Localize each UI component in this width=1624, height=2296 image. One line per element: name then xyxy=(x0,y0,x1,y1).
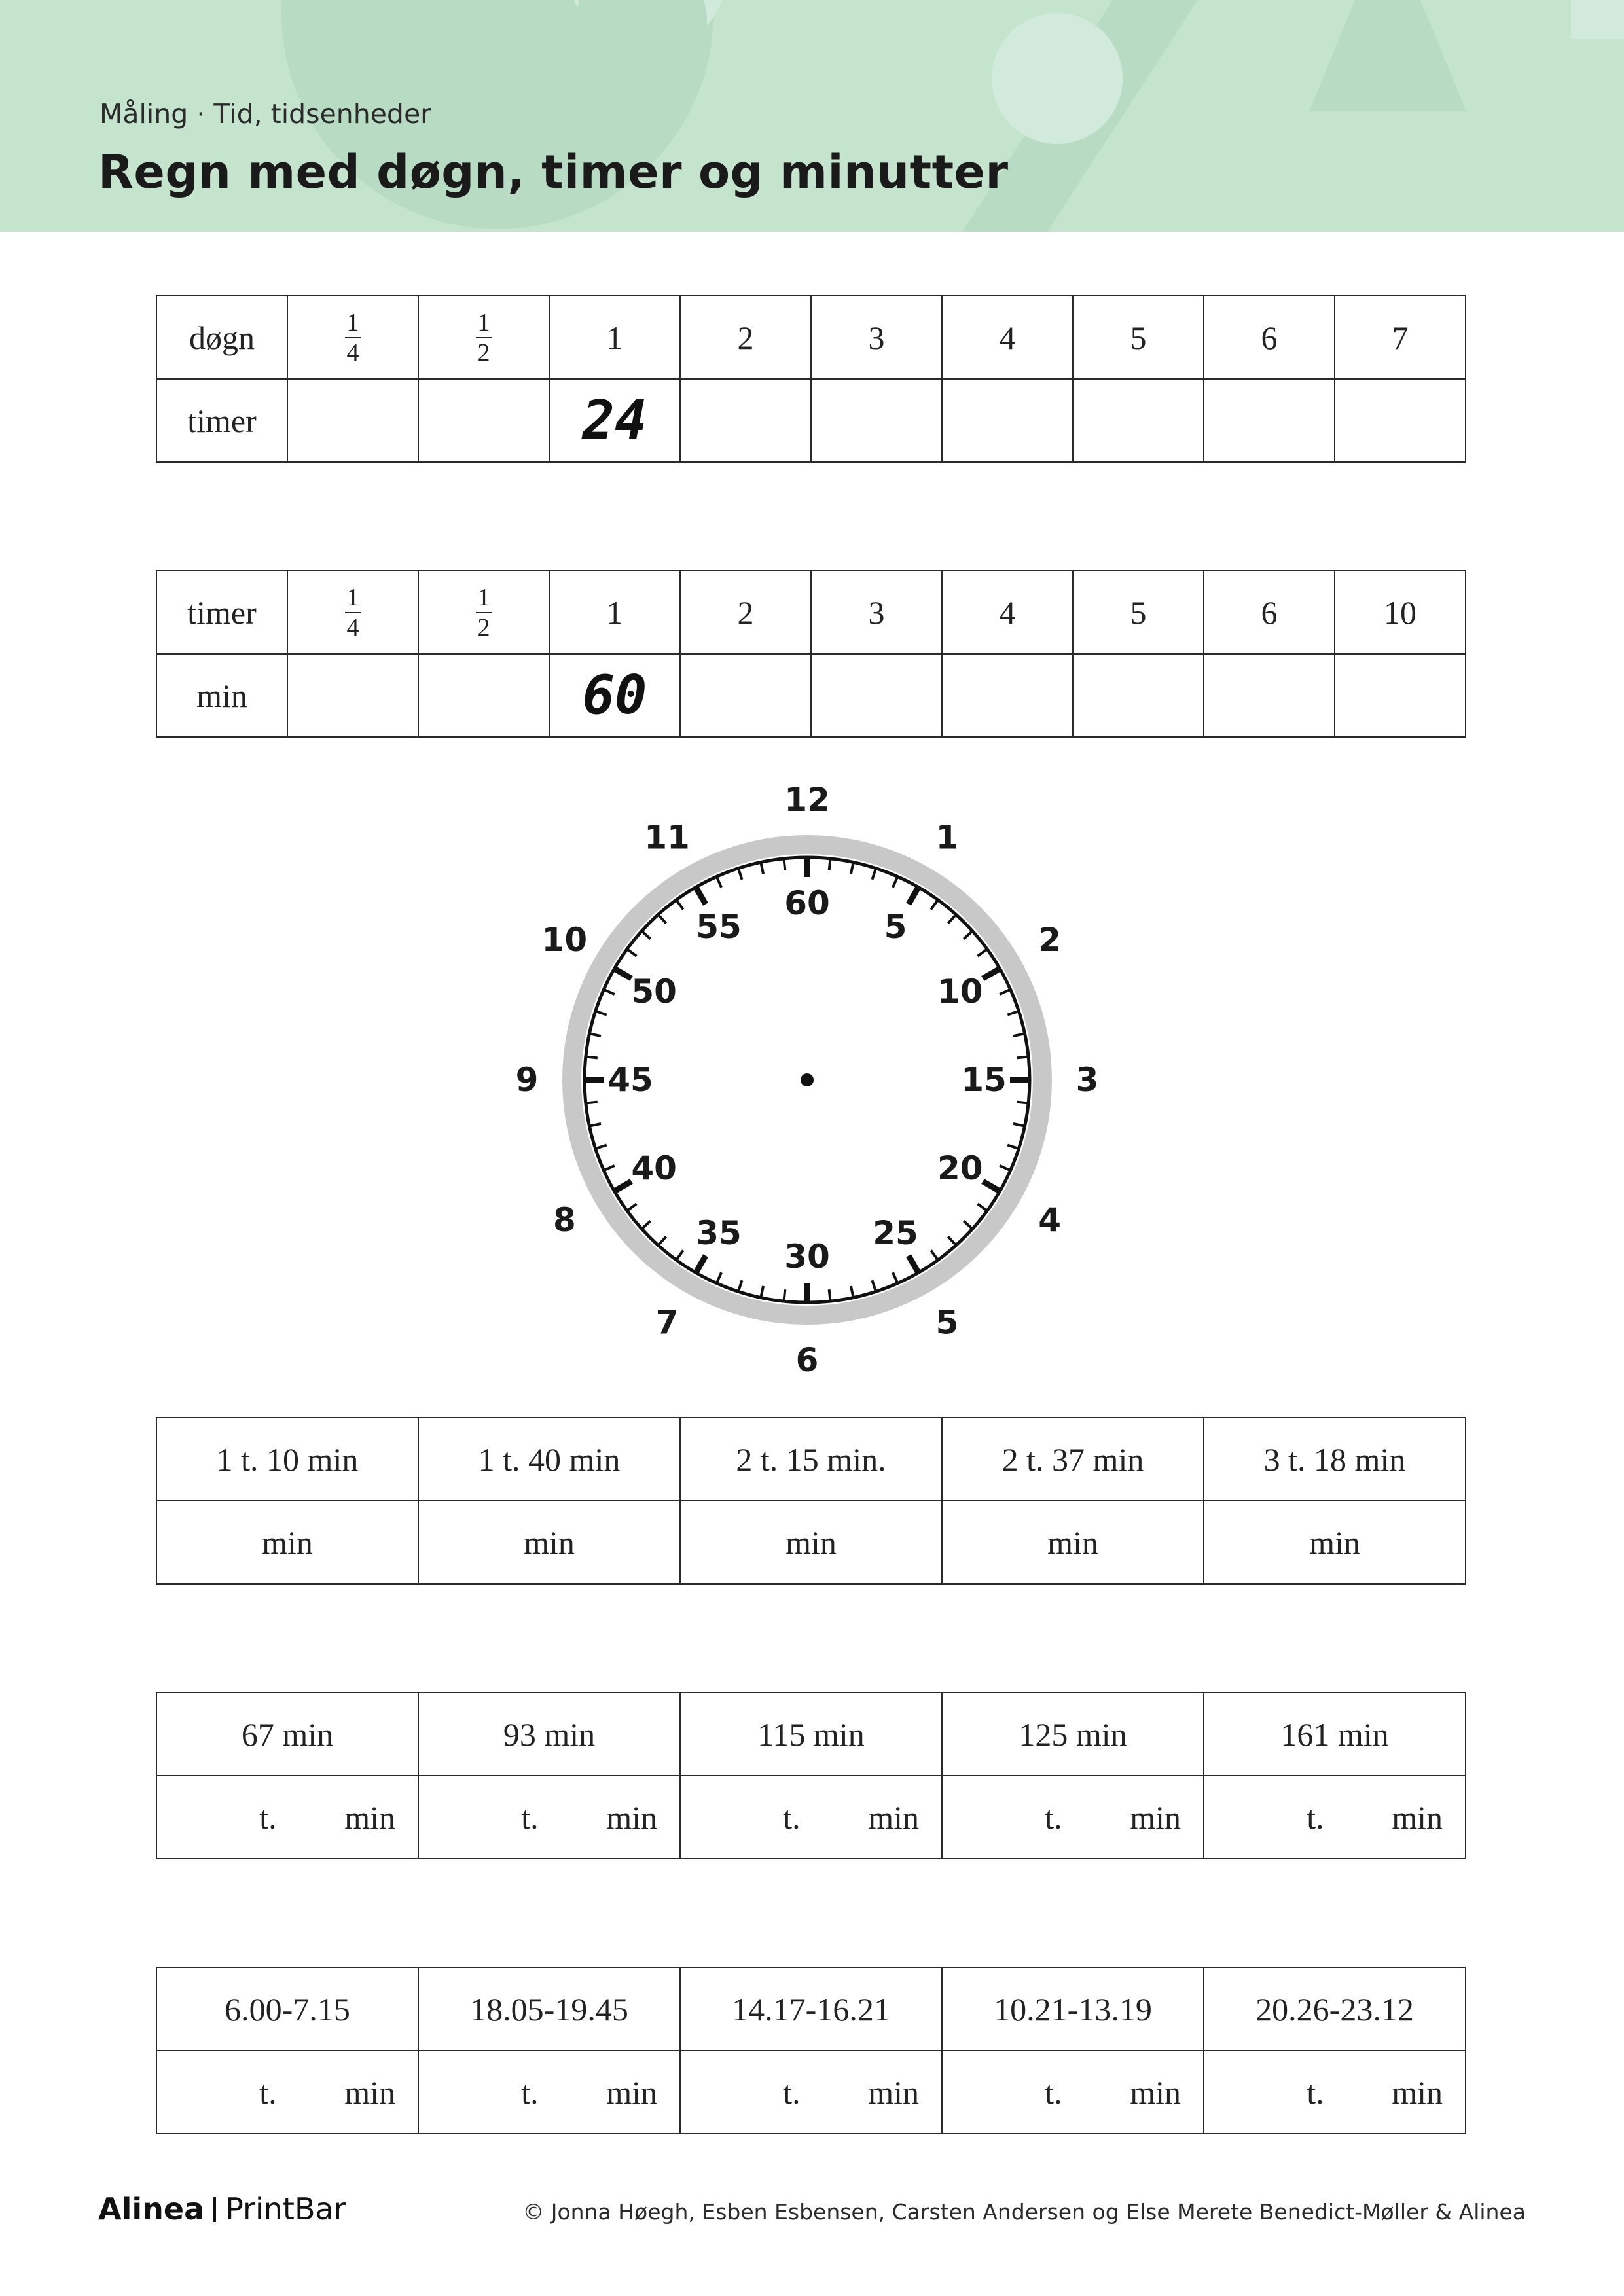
unit-min: min xyxy=(868,1799,919,1836)
hour-label: 12 xyxy=(784,781,830,819)
header-cell: 115 min xyxy=(680,1693,942,1776)
hour-label: 5 xyxy=(935,1303,959,1342)
header-cell: 18.05-19.45 xyxy=(418,1967,680,2051)
table-row xyxy=(156,2051,1466,2134)
unit-t: t. xyxy=(521,2073,539,2111)
value-cell: 1 xyxy=(549,571,680,654)
table-row xyxy=(156,1693,1466,1776)
minute-label: 15 xyxy=(961,1061,1007,1099)
value-cell: 7 xyxy=(1335,296,1466,379)
value-cell: 6 xyxy=(1204,296,1335,379)
value-cell: 3 xyxy=(811,571,942,654)
answer-cell[interactable] xyxy=(418,379,549,462)
clock-tick-minor xyxy=(1017,1102,1028,1103)
hour-label: 9 xyxy=(515,1061,539,1099)
clock-face xyxy=(497,766,1126,1394)
answer-cell[interactable] xyxy=(680,654,811,737)
table-time-intervals xyxy=(156,1967,1466,2134)
table-row xyxy=(156,1967,1466,2051)
clock-tick-minor xyxy=(1017,1056,1028,1058)
row-label-timer: timer xyxy=(156,571,287,654)
unit-min: min xyxy=(1130,1799,1181,1836)
brand-printbar: PrintBar xyxy=(225,2191,346,2227)
header-cell: 10.21-13.19 xyxy=(942,1967,1204,2051)
unit-t: t. xyxy=(259,1799,277,1836)
answer-cell-min[interactable]: min xyxy=(680,1501,942,1584)
answer-cell[interactable] xyxy=(1073,379,1204,462)
hour-label: 10 xyxy=(541,921,588,959)
value-cell: 4 xyxy=(942,296,1073,379)
answer-cell-t-min[interactable] xyxy=(1204,1776,1466,1859)
answer-cell[interactable] xyxy=(1335,379,1466,462)
fraction-quarter: $\frac{1}{4}$ xyxy=(345,585,361,640)
minute-label: 50 xyxy=(631,973,677,1011)
unit-t: t. xyxy=(1307,2073,1324,2111)
header-cell: 20.26-23.12 xyxy=(1204,1967,1466,2051)
minute-label: 45 xyxy=(607,1061,653,1099)
answer-cell-min[interactable]: min xyxy=(942,1501,1204,1584)
table-row xyxy=(156,654,1466,737)
clock-tick-minor xyxy=(586,1056,598,1058)
answer-cell[interactable] xyxy=(942,379,1073,462)
hour-label: 8 xyxy=(552,1201,576,1239)
answer-cell-t-min[interactable] xyxy=(156,1776,418,1859)
header-cell: 6.00-7.15 xyxy=(156,1967,418,2051)
table-row xyxy=(156,1776,1466,1859)
clock-tick-minor xyxy=(784,1289,785,1301)
fraction-half: $\frac{1}{2}$ xyxy=(476,585,492,640)
answer-cell[interactable] xyxy=(1073,654,1204,737)
value-cell: 5 xyxy=(1073,571,1204,654)
table-minutes-to-hours xyxy=(156,1692,1466,1859)
footer-brand xyxy=(98,2191,346,2227)
answer-cell-min[interactable]: min xyxy=(418,1501,680,1584)
answer-cell[interactable] xyxy=(287,654,418,737)
fraction-cell xyxy=(287,296,418,379)
answer-cell-t-min[interactable] xyxy=(418,2051,680,2134)
value-cell: 4 xyxy=(942,571,1073,654)
brand-separator xyxy=(213,2197,216,2222)
hour-label: 11 xyxy=(644,818,690,857)
clock-center-dot xyxy=(801,1073,814,1086)
header-cell: 3 t. 18 min xyxy=(1204,1418,1466,1501)
minute-label: 25 xyxy=(873,1213,918,1252)
answer-cell-t-min[interactable] xyxy=(156,2051,418,2134)
header-cell: 67 min xyxy=(156,1693,418,1776)
table-timer-min xyxy=(156,570,1466,738)
minute-label: 20 xyxy=(937,1149,983,1187)
unit-t: t. xyxy=(259,2073,277,2111)
hour-label: 6 xyxy=(795,1341,819,1379)
page-title: Regn med døgn, timer og minutter xyxy=(98,145,1009,199)
clock-tick-minor xyxy=(784,859,785,870)
row-label-timer: timer xyxy=(156,379,287,462)
footer-copyright: © Jonna Høegh, Esben Esbensen, Carsten Andersen og Else Merete Benedict-Møller & Alinea xyxy=(522,2199,1526,2225)
subtitle: Måling · Tid, tidsenheder xyxy=(99,98,432,130)
header-cell: 2 t. 37 min xyxy=(942,1418,1204,1501)
unit-min: min xyxy=(606,2073,657,2111)
header-banner xyxy=(0,0,1624,232)
row-label-dogn: døgn xyxy=(156,296,287,379)
table-dogn-timer xyxy=(156,295,1466,463)
answer-cell-t-min[interactable] xyxy=(680,2051,942,2134)
answer-cell-t-min[interactable] xyxy=(418,1776,680,1859)
unit-t: t. xyxy=(783,1799,801,1836)
unit-min: min xyxy=(1130,2073,1181,2111)
answer-cell-t-min[interactable] xyxy=(942,2051,1204,2134)
header-cell: 161 min xyxy=(1204,1693,1466,1776)
fraction-cell xyxy=(418,571,549,654)
answer-cell[interactable] xyxy=(287,379,418,462)
header-cell: 2 t. 15 min. xyxy=(680,1418,942,1501)
answer-cell[interactable] xyxy=(1204,379,1335,462)
table-row xyxy=(156,1418,1466,1501)
value-cell: 2 xyxy=(680,296,811,379)
header-cell: 125 min xyxy=(942,1693,1204,1776)
value-cell: 3 xyxy=(811,296,942,379)
minute-label: 35 xyxy=(696,1213,742,1252)
minute-label: 60 xyxy=(784,884,830,922)
clock-tick-minor xyxy=(586,1102,598,1103)
answer-cell-min[interactable]: min xyxy=(1204,1501,1466,1584)
handwritten-answer: 24 xyxy=(582,389,647,452)
unit-t: t. xyxy=(1307,1799,1324,1836)
unit-min: min xyxy=(868,2073,919,2111)
header-cell: 1 t. 40 min xyxy=(418,1418,680,1501)
answer-cell[interactable] xyxy=(680,379,811,462)
brand-alinea: Alinea xyxy=(98,2191,205,2227)
answer-cell[interactable] xyxy=(811,379,942,462)
unit-min: min xyxy=(344,1799,395,1836)
unit-t: t. xyxy=(1045,1799,1062,1836)
unit-t: t. xyxy=(521,1799,539,1836)
unit-min: min xyxy=(1392,1799,1443,1836)
minute-label: 40 xyxy=(631,1149,677,1187)
unit-t: t. xyxy=(783,2073,801,2111)
answer-cell[interactable] xyxy=(942,654,1073,737)
minute-label: 10 xyxy=(937,973,983,1011)
header-cell: 93 min xyxy=(418,1693,680,1776)
minute-label: 5 xyxy=(884,908,907,946)
handwritten-answer: 60 xyxy=(582,664,647,726)
answer-cell[interactable] xyxy=(1335,654,1466,737)
hour-label: 2 xyxy=(1038,921,1062,959)
unit-t: t. xyxy=(1045,2073,1062,2111)
table-row xyxy=(156,296,1466,379)
answer-cell-t-min[interactable] xyxy=(1204,2051,1466,2134)
table-row xyxy=(156,379,1466,462)
hour-label: 4 xyxy=(1038,1201,1062,1239)
answer-cell-filled[interactable] xyxy=(549,379,680,462)
answer-cell-filled[interactable] xyxy=(549,654,680,737)
value-cell: 6 xyxy=(1204,571,1335,654)
fraction-half: $\frac{1}{2}$ xyxy=(476,310,492,365)
row-label-min: min xyxy=(156,654,287,737)
answer-cell-t-min[interactable] xyxy=(942,1776,1204,1859)
value-cell: 1 xyxy=(549,296,680,379)
value-cell: 5 xyxy=(1073,296,1204,379)
hour-label: 3 xyxy=(1075,1061,1099,1099)
value-cell: 2 xyxy=(680,571,811,654)
fraction-quarter: $\frac{1}{4}$ xyxy=(345,310,361,365)
hour-label: 1 xyxy=(935,818,959,857)
table-row xyxy=(156,571,1466,654)
answer-cell-t-min[interactable] xyxy=(680,1776,942,1859)
unit-min: min xyxy=(606,1799,657,1836)
fraction-cell xyxy=(287,571,418,654)
hour-label: 7 xyxy=(655,1303,679,1342)
answer-cell[interactable] xyxy=(1204,654,1335,737)
answer-cell[interactable] xyxy=(811,654,942,737)
answer-cell-min[interactable]: min xyxy=(156,1501,418,1584)
table-row xyxy=(156,1501,1466,1584)
table-hours-to-minutes xyxy=(156,1417,1466,1585)
header-cell: 14.17-16.21 xyxy=(680,1967,942,2051)
unit-min: min xyxy=(344,2073,395,2111)
value-cell: 10 xyxy=(1335,571,1466,654)
clock-tick-minor xyxy=(829,859,831,870)
clock-tick-minor xyxy=(829,1289,831,1301)
header-cell: 1 t. 10 min xyxy=(156,1418,418,1501)
fraction-cell xyxy=(418,296,549,379)
unit-min: min xyxy=(1392,2073,1443,2111)
minute-label: 30 xyxy=(784,1238,830,1276)
minute-label: 55 xyxy=(696,908,742,946)
answer-cell[interactable] xyxy=(418,654,549,737)
